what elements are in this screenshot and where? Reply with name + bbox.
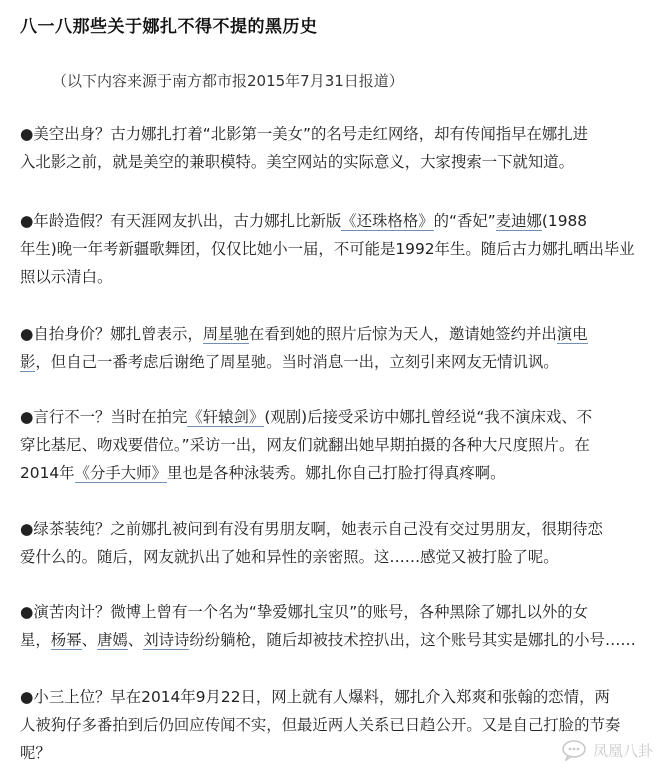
text-run: ，但自己一番考虑后谢绝了周星驰。当时消息一出，立刻引来网友无情讥讽。 (35, 353, 559, 371)
paragraph-line (20, 263, 650, 291)
text-run: 年生)晚一年考新疆歌舞团，仅仅比她小一届，不可能是1992年生。随后古力娜扎晒出毕业 (20, 240, 635, 258)
paragraph-4 (20, 403, 650, 487)
paragraph-line (20, 598, 650, 626)
paragraph-line (20, 148, 650, 176)
text-run: 照以示清白。 (20, 268, 113, 286)
paragraph-line (20, 235, 650, 263)
text-run: 人被狗仔多番拍到后仍回应传闻不实，但最近两人关系已日趋公开。又是自己打脸的节奏 (20, 716, 621, 734)
text-run: 穿比基尼、吻戏要借位。”采访一出，网友们就翻出她早期拍摄的各种大尺度照片。在 (20, 436, 590, 454)
paragraph-line (20, 431, 650, 459)
text-run: 、 (81, 631, 97, 649)
text-run: ●年龄造假？有天涯网友扒出，古力娜扎比新版 (20, 212, 342, 230)
text-run: ●小三上位？早在2014年9月22日，网上就有人爆料，娜扎介入郑爽和张翰的恋情，两 (20, 688, 610, 706)
article-title: 八一八那些关于娜扎不得不提的黑历史 (20, 17, 318, 37)
chat-bubble-icon (561, 739, 587, 761)
paragraph-line (20, 120, 650, 148)
link-zhouxingchi[interactable]: 周星驰 (202, 325, 249, 343)
text-run: 纷纷躺枪，随后却被技术控扒出，这个账号其实是娜扎的小号…… (189, 631, 636, 649)
text-run: ●言行不一？当时在拍完 (20, 408, 188, 426)
link-maidina[interactable]: 麦迪娜 (495, 212, 542, 230)
paragraph-5 (20, 515, 650, 571)
paragraph-line (20, 348, 650, 376)
paragraph-line (20, 626, 650, 654)
text-run: (1988 (541, 212, 588, 230)
watermark-text: 凤凰八卦 (592, 741, 653, 760)
paragraph-line (20, 459, 650, 487)
paragraph-line (20, 711, 650, 739)
text-run: ●自抬身价？娜扎曾表示， (20, 325, 203, 343)
paragraph-line (20, 403, 650, 431)
paragraph-line (20, 739, 650, 767)
link-movie-part1[interactable]: 演电 (556, 325, 588, 343)
text-run: 里也是各种泳装秀。娜扎你自己打脸打得真疼啊。 (166, 464, 506, 482)
watermark (561, 739, 653, 761)
text-run: 、 (127, 631, 144, 649)
text-run: (观剧)后接受采访中娜扎曾经说“我不演床戏、不 (264, 408, 593, 426)
link-liushishi[interactable]: 刘诗诗 (143, 631, 190, 649)
link-fenshoudashi[interactable]: 《分手大师》 (74, 464, 167, 482)
paragraph-line (20, 515, 650, 543)
paragraph-line (20, 683, 650, 711)
paragraph-2 (20, 207, 650, 291)
text-run: ●绿茶装纯？之前娜扎被问到有没有男朋友啊，她表示自己没有交过男朋友，很期待恋 (20, 520, 603, 538)
paragraph-3 (20, 320, 650, 376)
text-run: 星， (20, 631, 51, 649)
paragraph-line (20, 543, 650, 571)
article-source: （以下内容来源于南方都市报2015年7月31日报道） (52, 72, 404, 90)
text-run: 在看到她的照片后惊为天人，邀请她签约并出 (248, 325, 557, 343)
text-run: 2014年 (20, 464, 75, 482)
text-run: 爱什么的。随后，网友就扒出了她和异性的亲密照。这……感觉又被打脸了呢。 (20, 548, 559, 566)
text-run: 的“香妃” (433, 212, 496, 230)
paragraph-6 (20, 598, 650, 654)
link-xuanyuanjian[interactable]: 《轩辕剑》 (187, 408, 265, 426)
text-run: ●演苦肉计？微博上曾有一个名为“挚爱娜扎宝贝”的账号，各种黑除了娜扎以外的女 (20, 603, 589, 621)
paragraph-1 (20, 120, 650, 176)
link-movie-part2[interactable]: 影 (20, 353, 36, 371)
text-run: ●美空出身？古力娜扎打着“北影第一美女”的名号走红网络，却有传闻指早在娜扎进 (20, 125, 589, 143)
text-run: 入北影之前，就是美空的兼职模特。美空网站的实际意义，大家搜索一下就知道。 (20, 153, 575, 171)
link-huanzhugege[interactable]: 《还珠格格》 (341, 212, 434, 230)
paragraph-7 (20, 683, 650, 767)
link-tangyan[interactable]: 唐嫣 (97, 631, 128, 649)
paragraph-line (20, 207, 650, 235)
paragraph-line (20, 320, 650, 348)
link-yangmi[interactable]: 杨幂 (50, 631, 82, 649)
text-run: 呢？ (20, 744, 51, 762)
